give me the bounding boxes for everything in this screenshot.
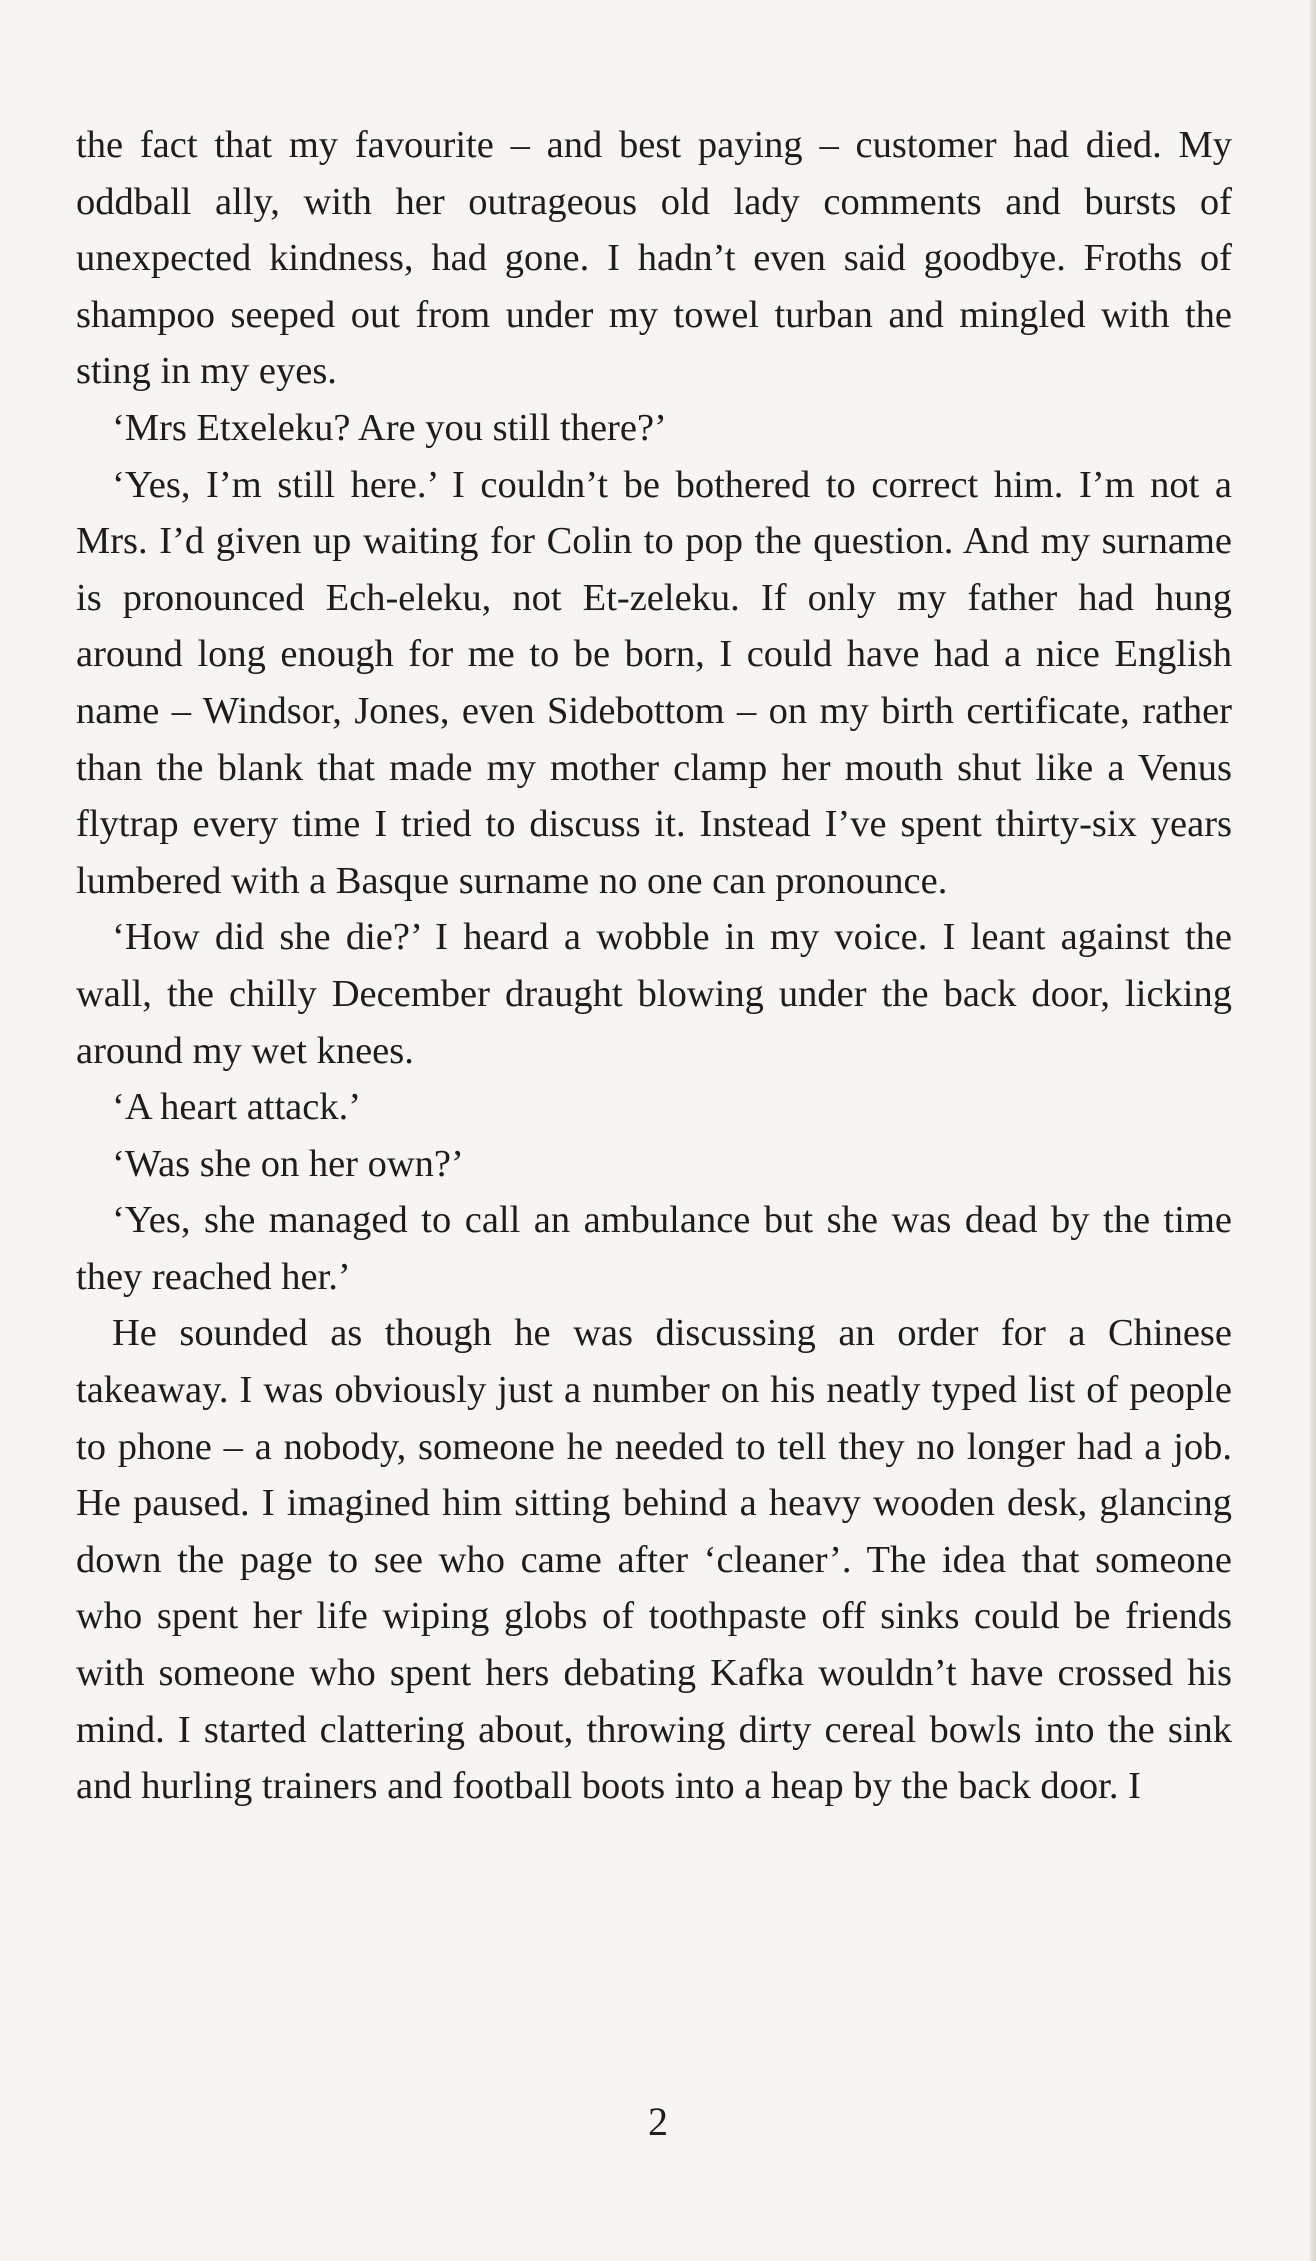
paragraph-4: ‘How did she die?’ I heard a wobble in my voice. I leant against the wall, the chilly December draught blowing under the back door, licking around my wet knees. (76, 916, 1232, 1072)
page-edge-shadow (1310, 0, 1316, 2261)
paragraph-7: ‘Yes, she managed to call an ambulance but she was dead by the time they reached her.’ (76, 1199, 1232, 1298)
paragraph-8: He sounded as though he was discussing an order for a Chinese takeaway. I was obviously just a number on his neatly typed list of people to phone – a nobody, someone he needed to tell they no longer had a job. He paused. I imagined him sitting behind a heavy wooden desk, glancing down the page to see who came after ‘cleaner’. The idea that someone who spent her life wiping globs of toothpaste off sinks could be friends with someone who spent hers debating Kafka wouldn’t have crossed his mind. I started clattering about, throwing dirty cereal bowls into the sink and hurling trainers and football boots into a heap by the back door. I (76, 1312, 1232, 1808)
paragraph-2: ‘Mrs Etxeleku? Are you still there?’ (112, 406, 667, 449)
paragraph-5: ‘A heart attack.’ (112, 1086, 362, 1129)
paragraph-6: ‘Was she on her own?’ (112, 1142, 464, 1185)
body-text (76, 117, 1232, 1815)
page-number: 2 (648, 2099, 668, 2144)
paragraph-3: ‘Yes, I’m still here.’ I couldn’t be bothered to correct him. I’m not a Mrs. I’d given up waiting for Colin to pop the question. And my surname is pronounced Ech-eleku, not Et-zeleku. If only my father had hung around long enough for me to be born, I could have had a nice English name – Windsor, Jones, even Sidebottom – on my birth certificate, rather than the blank that made my mother clamp her mouth shut like a Venus flytrap every time I tried to discuss it. Instead I’ve spent thirty-six years lumbered with a Basque surname no one can pronounce. (76, 463, 1232, 902)
paragraph-1: the fact that my favourite – and best paying – customer had died. My oddball ally, with her outrageous old lady comments and bursts of unexpected kindness, had gone. I hadn’t even said goodbye. Froths of shampoo seeped out from under my towel turban and mingled with the sting in my eyes. (76, 124, 1232, 393)
